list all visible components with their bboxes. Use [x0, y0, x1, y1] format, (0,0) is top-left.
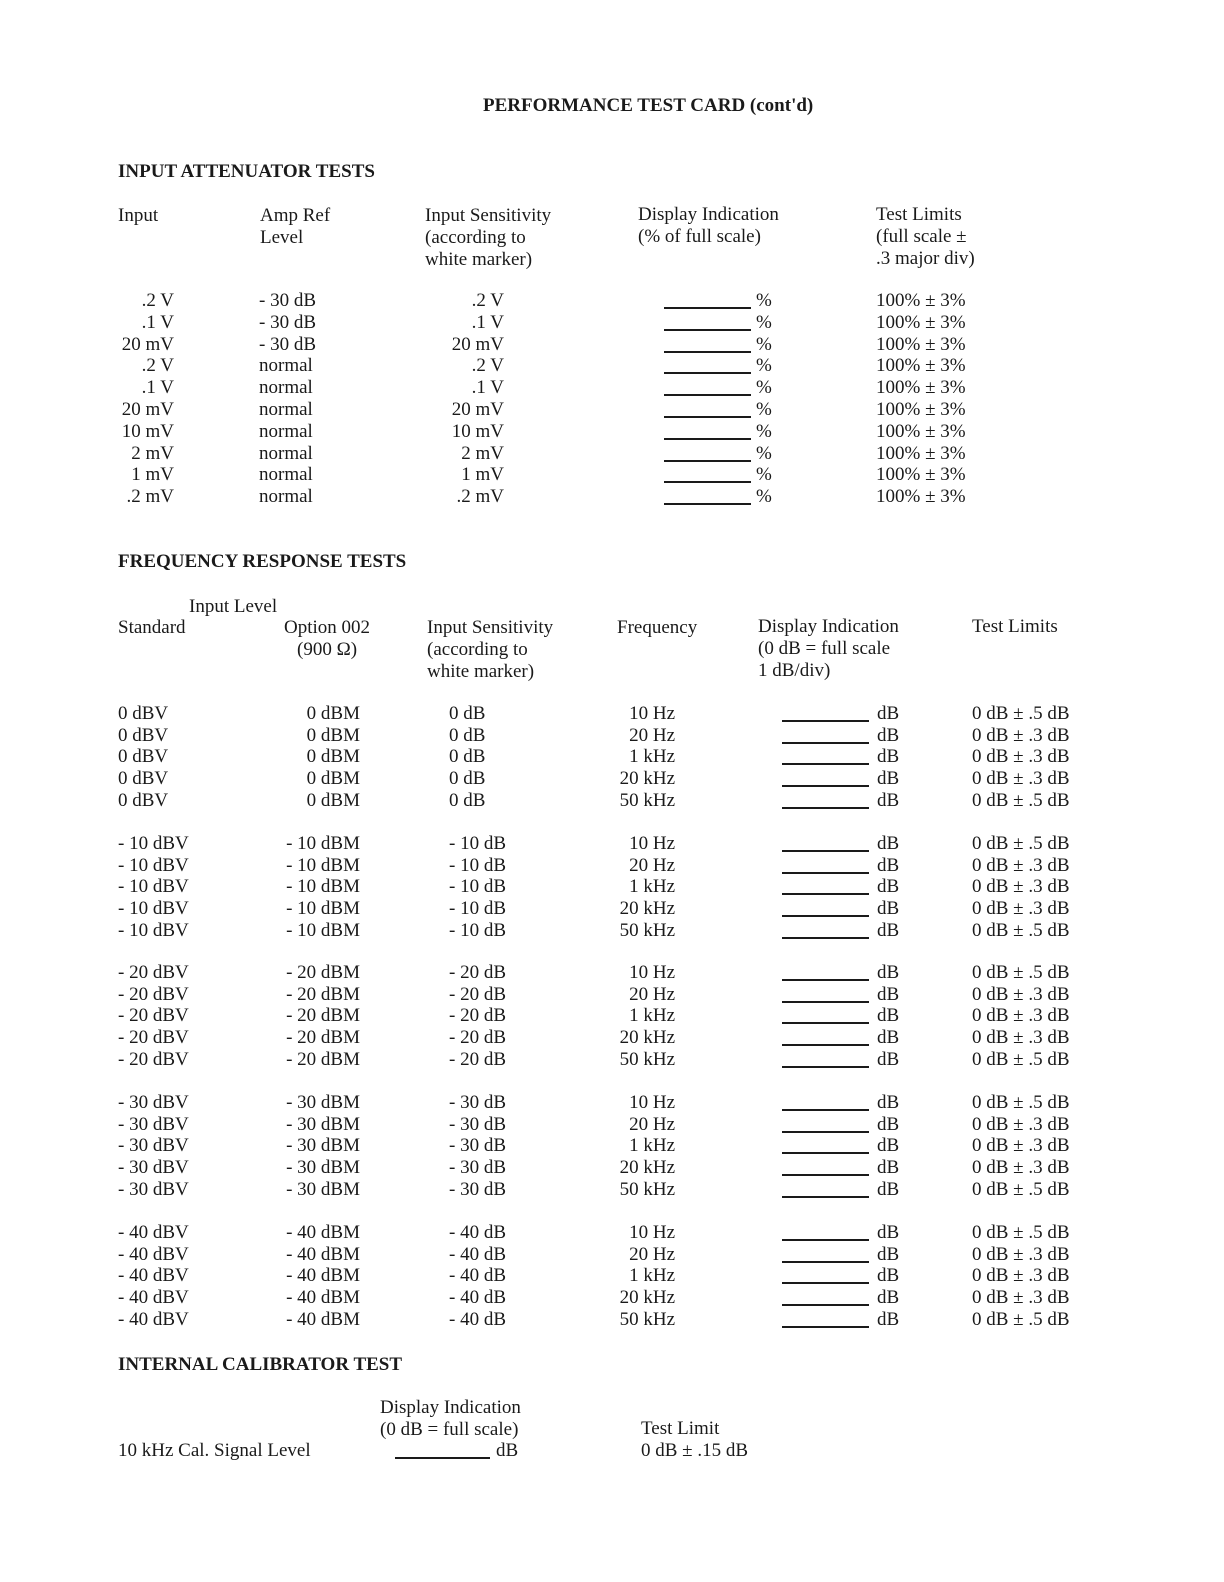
fr-frequency-cell: 20 kHz: [619, 1027, 675, 1049]
fr-sensitivity-cell: - 30 dB: [449, 1157, 506, 1179]
fr-entry-blank[interactable]: [782, 1182, 869, 1198]
ia-entry-blank[interactable]: [664, 467, 751, 483]
ia-header-sensitivity: Input Sensitivity (according to white marker): [425, 205, 552, 270]
fr-limit-cell: 0 dB ± .5 dB: [972, 1222, 1070, 1243]
fr-unit-cell: dB: [877, 1113, 900, 1135]
fr-standard-cell: - 30 dBV: [118, 1157, 189, 1179]
fr-sensitivity-cell: 0 dB: [449, 746, 486, 768]
fr-option-cell: - 30 dBM: [286, 1113, 360, 1135]
ia-header-input: Input: [118, 205, 159, 226]
fr-sensitivity-cell: 0 dB: [449, 724, 486, 746]
fr-limit-cell: 0 dB ± .3 dB: [972, 1005, 1070, 1027]
ia-unit-cell: %: [756, 333, 772, 355]
internal-calibrator-heading: INTERNAL CALIBRATOR TEST: [118, 1354, 403, 1375]
fr-standard-cell: - 10 dBV: [118, 876, 189, 898]
fr-unit-cell: dB: [877, 768, 900, 790]
ia-sensitivity-cell: .2 mV: [456, 486, 504, 508]
frequency-response-heading: FREQUENCY RESPONSE TESTS: [118, 551, 407, 572]
ia-entry-blank[interactable]: [664, 293, 751, 309]
fr-unit-cell: dB: [877, 1027, 900, 1049]
fr-header-sensitivity: Input Sensitivity (according to white marker): [427, 617, 554, 682]
fr-frequency-cell: 10 Hz: [629, 1092, 675, 1113]
fr-standard-cell: - 40 dBV: [118, 1287, 189, 1309]
fr-unit-cell: dB: [877, 1092, 900, 1113]
ia-limit-cell: 100% ± 3%: [876, 442, 966, 464]
fr-entry-blank[interactable]: [782, 749, 869, 765]
fr-limit-cell: 0 dB ± .5 dB: [972, 703, 1070, 724]
ia-amp-ref-cell: - 30 dB: [259, 290, 316, 311]
ia-limit-cell: 100% ± 3%: [876, 420, 966, 442]
ia-sensitivity-cell: 1 mV: [461, 464, 504, 486]
fr-limit-cell: 0 dB ± .5 dB: [972, 1178, 1070, 1200]
fr-option-cell: - 10 dBM: [286, 876, 360, 898]
ia-sensitivity-cell: .2 V: [471, 355, 504, 377]
fr-option-cell: - 30 dBM: [286, 1157, 360, 1179]
ia-input-cell: .1 V: [141, 311, 174, 333]
fr-entry-blank[interactable]: [782, 1138, 869, 1154]
ia-sensitivity-cell: .2 V: [471, 290, 504, 311]
fr-standard-cell: 0 dBV: [118, 724, 169, 746]
fr-standard-cell: 0 dBV: [118, 746, 169, 768]
fr-unit-cell: dB: [877, 1005, 900, 1027]
fr-sensitivity-cell: - 20 dB: [449, 1005, 506, 1027]
ia-limit-cell: 100% ± 3%: [876, 377, 966, 399]
fr-sensitivity-cell: - 40 dB: [449, 1265, 506, 1287]
fr-sensitivity-cell: - 40 dB: [449, 1287, 506, 1309]
ia-input-cell: .2 mV: [126, 486, 174, 508]
fr-option-cell: 0 dBM: [306, 724, 360, 746]
fr-sensitivity-cell: - 20 dB: [449, 1048, 506, 1070]
fr-limit-cell: 0 dB ± .5 dB: [972, 1092, 1070, 1113]
fr-standard-cell: - 10 dBV: [118, 833, 189, 854]
fr-option-cell: - 10 dBM: [286, 919, 360, 941]
fr-limit-cell: 0 dB ± .3 dB: [972, 898, 1070, 920]
fr-frequency-cell: 1 kHz: [629, 1005, 675, 1027]
fr-unit-cell: dB: [877, 898, 900, 920]
ia-input-cell: .2 V: [141, 355, 174, 377]
fr-standard-cell: - 20 dBV: [118, 1005, 189, 1027]
fr-unit-cell: dB: [877, 789, 900, 811]
fr-limit-cell: 0 dB ± .3 dB: [972, 746, 1070, 768]
fr-sensitivity-cell: 0 dB: [449, 768, 486, 790]
fr-standard-cell: - 30 dBV: [118, 1092, 189, 1113]
fr-frequency-cell: 20 Hz: [629, 1243, 675, 1265]
ia-sensitivity-cell: 10 mV: [451, 420, 504, 442]
fr-entry-blank[interactable]: [782, 965, 869, 981]
fr-limit-cell: 0 dB ± .3 dB: [972, 1027, 1070, 1049]
fr-frequency-cell: 20 Hz: [629, 1113, 675, 1135]
ia-limit-cell: 100% ± 3%: [876, 399, 966, 420]
ia-amp-ref-cell: normal: [259, 420, 313, 442]
ia-unit-cell: %: [756, 311, 772, 333]
ia-amp-ref-cell: normal: [259, 377, 313, 399]
fr-frequency-cell: 20 kHz: [619, 1157, 675, 1179]
fr-unit-cell: dB: [877, 919, 900, 941]
cal-limit: 0 dB ± .15 dB: [641, 1440, 749, 1461]
fr-standard-cell: - 20 dBV: [118, 983, 189, 1005]
fr-sensitivity-cell: - 10 dB: [449, 898, 506, 920]
fr-option-cell: - 10 dBM: [286, 833, 360, 854]
fr-entry-blank[interactable]: [782, 1117, 869, 1133]
fr-unit-cell: dB: [877, 833, 900, 854]
fr-frequency-cell: 20 kHz: [619, 768, 675, 790]
fr-option-cell: - 30 dBM: [286, 1092, 360, 1113]
fr-frequency-cell: 1 kHz: [629, 1265, 675, 1287]
fr-frequency-cell: 10 Hz: [629, 1222, 675, 1243]
fr-sensitivity-cell: - 20 dB: [449, 962, 506, 983]
ia-limit-cell: 100% ± 3%: [876, 333, 966, 355]
fr-sensitivity-cell: - 40 dB: [449, 1222, 506, 1243]
ia-input-cell: 1 mV: [131, 464, 174, 486]
fr-option-cell: 0 dBM: [306, 703, 360, 724]
cal-entry-blank[interactable]: [395, 1443, 490, 1459]
fr-sensitivity-cell: - 40 dB: [449, 1308, 506, 1330]
fr-entry-blank[interactable]: [782, 1290, 869, 1306]
fr-header-frequency: Frequency: [617, 617, 698, 638]
ia-unit-cell: %: [756, 399, 772, 420]
fr-frequency-cell: 50 kHz: [619, 1178, 675, 1200]
fr-unit-cell: dB: [877, 1222, 900, 1243]
fr-limit-cell: 0 dB ± .3 dB: [972, 983, 1070, 1005]
fr-sensitivity-cell: - 30 dB: [449, 1135, 506, 1157]
fr-frequency-cell: 1 kHz: [629, 1135, 675, 1157]
page-title: PERFORMANCE TEST CARD (cont'd): [483, 95, 814, 116]
fr-limit-cell: 0 dB ± .5 dB: [972, 962, 1070, 983]
fr-unit-cell: dB: [877, 746, 900, 768]
fr-sensitivity-cell: - 40 dB: [449, 1243, 506, 1265]
fr-entry-blank[interactable]: [782, 836, 869, 852]
ia-unit-cell: %: [756, 377, 772, 399]
fr-limit-cell: 0 dB ± .5 dB: [972, 1308, 1070, 1330]
fr-unit-cell: dB: [877, 1265, 900, 1287]
fr-entry-blank[interactable]: [782, 1225, 869, 1241]
fr-frequency-cell: 1 kHz: [629, 876, 675, 898]
fr-limit-cell: 0 dB ± .3 dB: [972, 724, 1070, 746]
cal-unit: dB: [496, 1440, 519, 1461]
fr-sensitivity-cell: - 10 dB: [449, 876, 506, 898]
ia-amp-ref-cell: - 30 dB: [259, 311, 316, 333]
fr-limit-cell: 0 dB ± .5 dB: [972, 1048, 1070, 1070]
ia-limit-cell: 100% ± 3%: [876, 311, 966, 333]
fr-entry-blank[interactable]: [782, 879, 869, 895]
ia-amp-ref-cell: normal: [259, 355, 313, 377]
fr-limit-cell: 0 dB ± .3 dB: [972, 854, 1070, 876]
fr-sensitivity-cell: - 20 dB: [449, 983, 506, 1005]
fr-entry-blank[interactable]: [782, 771, 869, 787]
fr-unit-cell: dB: [877, 1243, 900, 1265]
fr-frequency-cell: 10 Hz: [629, 833, 675, 854]
fr-option-cell: - 10 dBM: [286, 854, 360, 876]
ia-limit-cell: 100% ± 3%: [876, 464, 966, 486]
fr-header-option: Option 002 (900 Ω): [284, 617, 371, 660]
fr-header-input-level: Input Level: [189, 596, 278, 617]
input-attenuator-heading: INPUT ATTENUATOR TESTS: [118, 161, 375, 182]
fr-sensitivity-cell: 0 dB: [449, 703, 486, 724]
ia-entry-blank[interactable]: [664, 446, 751, 462]
fr-option-cell: - 20 dBM: [286, 1005, 360, 1027]
fr-unit-cell: dB: [877, 1308, 900, 1330]
fr-limit-cell: 0 dB ± .3 dB: [972, 1243, 1070, 1265]
fr-standard-cell: 0 dBV: [118, 789, 169, 811]
ia-input-cell: .2 V: [141, 290, 174, 311]
ia-amp-ref-cell: normal: [259, 399, 313, 420]
fr-limit-cell: 0 dB ± .3 dB: [972, 876, 1070, 898]
fr-option-cell: 0 dBM: [306, 789, 360, 811]
fr-header-standard: Standard: [118, 617, 186, 638]
fr-sensitivity-cell: - 20 dB: [449, 1027, 506, 1049]
fr-limit-cell: 0 dB ± .5 dB: [972, 833, 1070, 854]
ia-header-limits: Test Limits (full scale ± .3 major div): [876, 204, 975, 269]
fr-entry-blank[interactable]: [782, 1312, 869, 1328]
fr-entry-blank[interactable]: [782, 728, 869, 744]
ia-header-display: Display Indication (% of full scale): [638, 204, 779, 247]
fr-frequency-cell: 20 Hz: [629, 854, 675, 876]
ia-input-cell: 10 mV: [121, 420, 174, 442]
fr-frequency-cell: 50 kHz: [619, 919, 675, 941]
fr-unit-cell: dB: [877, 1287, 900, 1309]
fr-header-display: Display Indication (0 dB = full scale 1 dB/div): [758, 616, 899, 681]
fr-option-cell: - 40 dBM: [286, 1243, 360, 1265]
ia-limit-cell: 100% ± 3%: [876, 355, 966, 377]
fr-header-limits: Test Limits: [972, 616, 1058, 637]
fr-frequency-cell: 50 kHz: [619, 789, 675, 811]
fr-unit-cell: dB: [877, 1178, 900, 1200]
fr-entry-blank[interactable]: [782, 987, 869, 1003]
fr-option-cell: - 10 dBM: [286, 898, 360, 920]
fr-entry-blank[interactable]: [782, 1008, 869, 1024]
cal-header-display: Display Indication (0 dB = full scale): [380, 1397, 521, 1440]
fr-standard-cell: 0 dBV: [118, 703, 169, 724]
fr-standard-cell: - 10 dBV: [118, 854, 189, 876]
fr-limit-cell: 0 dB ± .3 dB: [972, 1157, 1070, 1179]
ia-unit-cell: %: [756, 464, 772, 486]
fr-option-cell: 0 dBM: [306, 746, 360, 768]
ia-input-cell: 2 mV: [131, 442, 174, 464]
fr-sensitivity-cell: - 30 dB: [449, 1178, 506, 1200]
fr-frequency-cell: 1 kHz: [629, 746, 675, 768]
ia-entry-blank[interactable]: [664, 358, 751, 374]
fr-limit-cell: 0 dB ± .5 dB: [972, 789, 1070, 811]
fr-limit-cell: 0 dB ± .3 dB: [972, 768, 1070, 790]
fr-limit-cell: 0 dB ± .3 dB: [972, 1265, 1070, 1287]
fr-option-cell: - 40 dBM: [286, 1287, 360, 1309]
fr-limit-cell: 0 dB ± .3 dB: [972, 1287, 1070, 1309]
ia-unit-cell: %: [756, 442, 772, 464]
fr-sensitivity-cell: - 10 dB: [449, 854, 506, 876]
ia-unit-cell: %: [756, 355, 772, 377]
fr-entry-blank[interactable]: [782, 1030, 869, 1046]
fr-frequency-cell: 50 kHz: [619, 1308, 675, 1330]
fr-standard-cell: - 40 dBV: [118, 1265, 189, 1287]
fr-sensitivity-cell: 0 dB: [449, 789, 486, 811]
fr-option-cell: - 30 dBM: [286, 1135, 360, 1157]
fr-sensitivity-cell: - 30 dB: [449, 1113, 506, 1135]
ia-limit-cell: 100% ± 3%: [876, 486, 966, 508]
ia-entry-blank[interactable]: [664, 424, 751, 440]
fr-standard-cell: - 20 dBV: [118, 1027, 189, 1049]
fr-standard-cell: - 40 dBV: [118, 1243, 189, 1265]
ia-amp-ref-cell: normal: [259, 464, 313, 486]
fr-unit-cell: dB: [877, 1048, 900, 1070]
fr-entry-blank[interactable]: [782, 1160, 869, 1176]
fr-sensitivity-cell: - 10 dB: [449, 919, 506, 941]
fr-limit-cell: 0 dB ± .3 dB: [972, 1135, 1070, 1157]
cal-row-label: 10 kHz Cal. Signal Level: [118, 1440, 311, 1461]
fr-option-cell: - 40 dBM: [286, 1222, 360, 1243]
fr-unit-cell: dB: [877, 724, 900, 746]
fr-unit-cell: dB: [877, 876, 900, 898]
ia-input-cell: .1 V: [141, 377, 174, 399]
ia-input-cell: 20 mV: [121, 333, 174, 355]
fr-entry-blank[interactable]: [782, 793, 869, 809]
fr-entry-blank[interactable]: [782, 858, 869, 874]
ia-input-cell: 20 mV: [121, 399, 174, 420]
fr-standard-cell: - 20 dBV: [118, 1048, 189, 1070]
fr-standard-cell: - 20 dBV: [118, 962, 189, 983]
fr-sensitivity-cell: - 10 dB: [449, 833, 506, 854]
ia-sensitivity-cell: .1 V: [471, 311, 504, 333]
fr-standard-cell: - 40 dBV: [118, 1222, 189, 1243]
fr-entry-blank[interactable]: [782, 1247, 869, 1263]
ia-entry-blank[interactable]: [664, 315, 751, 331]
fr-option-cell: - 40 dBM: [286, 1308, 360, 1330]
fr-standard-cell: 0 dBV: [118, 768, 169, 790]
ia-entry-blank[interactable]: [664, 337, 751, 353]
fr-frequency-cell: 20 Hz: [629, 724, 675, 746]
ia-amp-ref-cell: - 30 dB: [259, 333, 316, 355]
ia-unit-cell: %: [756, 290, 772, 311]
fr-option-cell: - 20 dBM: [286, 962, 360, 983]
ia-sensitivity-cell: 20 mV: [451, 333, 504, 355]
fr-standard-cell: - 10 dBV: [118, 898, 189, 920]
ia-entry-blank[interactable]: [664, 489, 751, 505]
fr-standard-cell: - 30 dBV: [118, 1178, 189, 1200]
ia-amp-ref-cell: normal: [259, 486, 313, 508]
ia-amp-ref-cell: normal: [259, 442, 313, 464]
fr-frequency-cell: 10 Hz: [629, 962, 675, 983]
ia-entry-blank[interactable]: [664, 380, 751, 396]
ia-unit-cell: %: [756, 486, 772, 508]
fr-option-cell: - 20 dBM: [286, 983, 360, 1005]
fr-entry-blank[interactable]: [782, 901, 869, 917]
fr-frequency-cell: 10 Hz: [629, 703, 675, 724]
ia-unit-cell: %: [756, 420, 772, 442]
fr-option-cell: - 20 dBM: [286, 1048, 360, 1070]
fr-entry-blank[interactable]: [782, 1095, 869, 1111]
fr-unit-cell: dB: [877, 1157, 900, 1179]
fr-unit-cell: dB: [877, 962, 900, 983]
fr-unit-cell: dB: [877, 1135, 900, 1157]
fr-limit-cell: 0 dB ± .5 dB: [972, 919, 1070, 941]
fr-option-cell: - 40 dBM: [286, 1265, 360, 1287]
fr-frequency-cell: 20 Hz: [629, 983, 675, 1005]
ia-entry-blank[interactable]: [664, 402, 751, 418]
fr-entry-blank[interactable]: [782, 923, 869, 939]
fr-unit-cell: dB: [877, 983, 900, 1005]
fr-standard-cell: - 40 dBV: [118, 1308, 189, 1330]
ia-sensitivity-cell: 20 mV: [451, 399, 504, 420]
fr-option-cell: 0 dBM: [306, 768, 360, 790]
fr-standard-cell: - 10 dBV: [118, 919, 189, 941]
fr-unit-cell: dB: [877, 703, 900, 724]
fr-standard-cell: - 30 dBV: [118, 1135, 189, 1157]
fr-entry-blank[interactable]: [782, 1268, 869, 1284]
fr-frequency-cell: 20 kHz: [619, 898, 675, 920]
ia-limit-cell: 100% ± 3%: [876, 290, 966, 311]
ia-header-amp-ref: Amp Ref Level: [260, 205, 331, 248]
fr-sensitivity-cell: - 30 dB: [449, 1092, 506, 1113]
fr-limit-cell: 0 dB ± .3 dB: [972, 1113, 1070, 1135]
ia-sensitivity-cell: 2 mV: [461, 442, 504, 464]
fr-frequency-cell: 50 kHz: [619, 1048, 675, 1070]
fr-unit-cell: dB: [877, 854, 900, 876]
fr-standard-cell: - 30 dBV: [118, 1113, 189, 1135]
fr-entry-blank[interactable]: [782, 706, 869, 722]
cal-header-limit: Test Limit: [641, 1418, 720, 1439]
ia-sensitivity-cell: .1 V: [471, 377, 504, 399]
fr-option-cell: - 20 dBM: [286, 1027, 360, 1049]
fr-frequency-cell: 20 kHz: [619, 1287, 675, 1309]
fr-option-cell: - 30 dBM: [286, 1178, 360, 1200]
fr-entry-blank[interactable]: [782, 1052, 869, 1068]
